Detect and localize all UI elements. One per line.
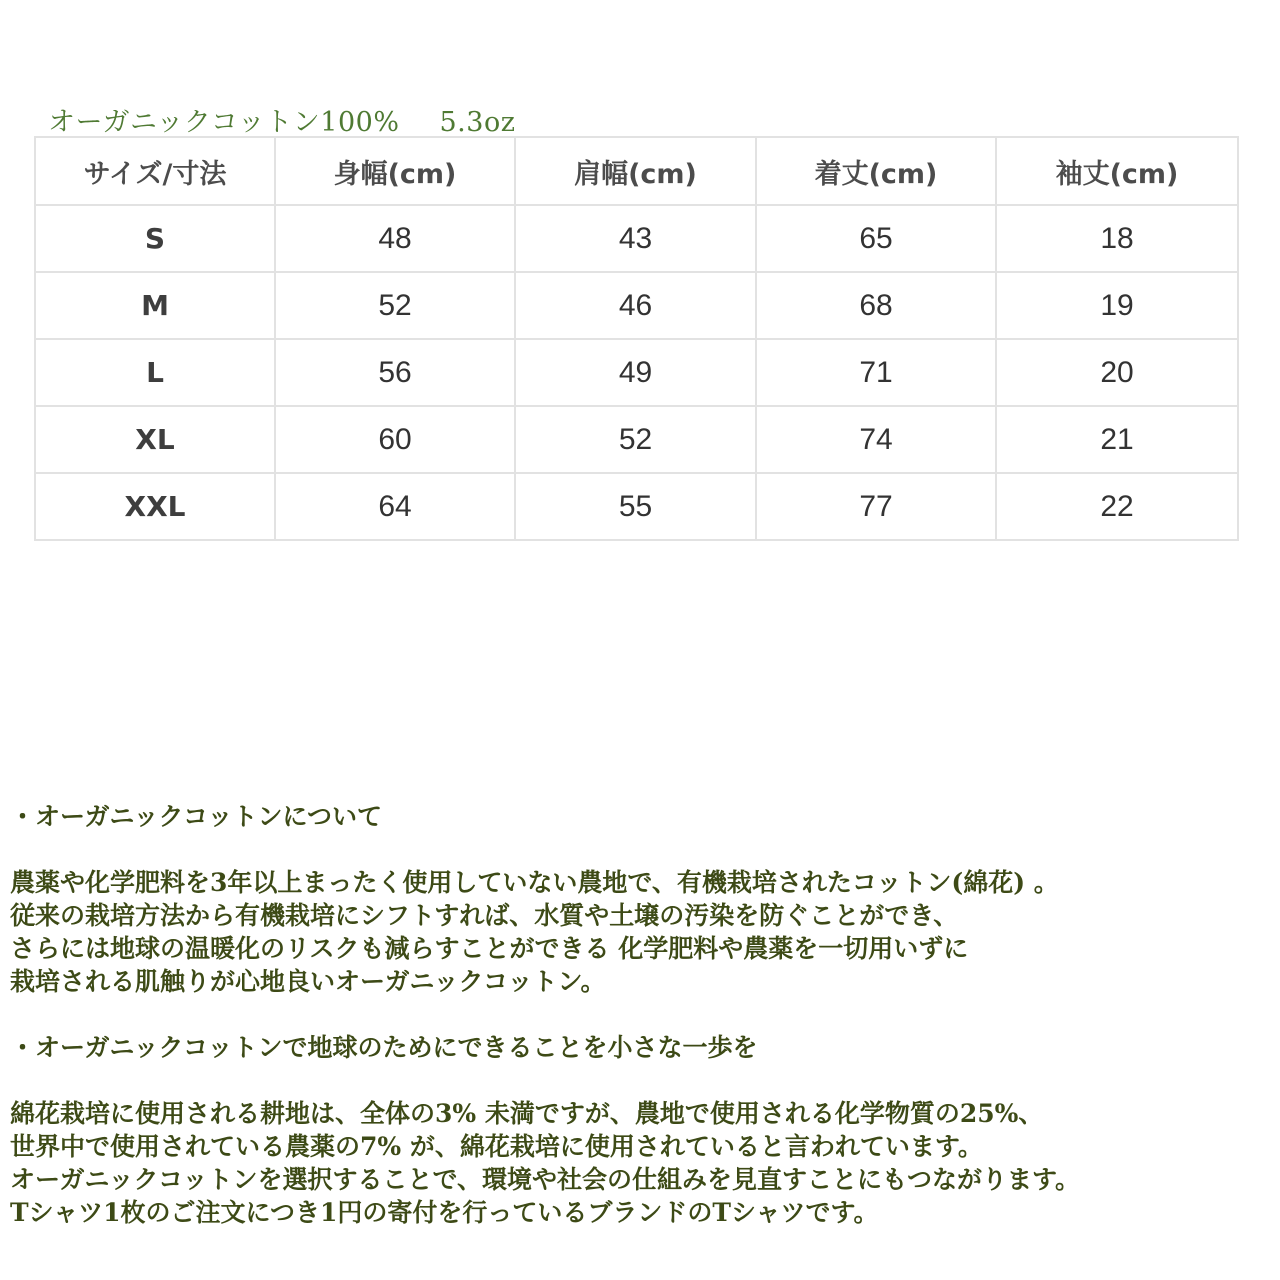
paragraph-line: さらには地球の温暖化のリスクも減らすことができる 化学肥料や農薬を一切用いずに	[10, 934, 969, 963]
size-cell: L	[35, 339, 275, 406]
shoulder-width-cell: 49	[515, 339, 756, 406]
paragraph-line: 農薬や化学肥料を3年以上まったく使用していない農地で、有機栽培されたコットン(綿花) 。	[10, 868, 1059, 897]
sleeve-length-cell: 22	[996, 473, 1238, 540]
length-cell: 68	[756, 272, 996, 339]
shoulder-width-cell: 43	[515, 205, 756, 272]
weight-label: 5.3oz	[439, 107, 516, 138]
size-cell: S	[35, 205, 275, 272]
sleeve-length-cell: 19	[996, 272, 1238, 339]
paragraph-line: 従来の栽培方法から有機栽培にシフトすれば、水質や土壌の汚染を防ぐことができ、	[10, 901, 959, 930]
table-row	[35, 205, 1238, 272]
size-chart-table	[34, 136, 1239, 541]
paragraph-line: 栽培される肌触りが心地良いオーガニックコットン。	[10, 967, 606, 996]
body-width-cell: 60	[275, 406, 515, 473]
body-width-cell: 48	[275, 205, 515, 272]
length-cell: 65	[756, 205, 996, 272]
shoulder-width-cell: 52	[515, 406, 756, 473]
size-cell: XL	[35, 406, 275, 473]
header-sleeve-length: 袖丈(cm)	[996, 137, 1238, 205]
shoulder-width-cell: 46	[515, 272, 756, 339]
header-size: サイズ/寸法	[35, 137, 275, 205]
sleeve-length-cell: 20	[996, 339, 1238, 406]
table-row	[35, 339, 1238, 406]
body-width-cell: 52	[275, 272, 515, 339]
material-label: オーガニックコットン100%	[48, 107, 400, 138]
header-length: 着丈(cm)	[756, 137, 996, 205]
product-subtitle	[48, 100, 515, 139]
length-cell: 77	[756, 473, 996, 540]
paragraph-line: オーガニックコットンを選択することで、環境や社会の仕組みを見直すことにもつながります。	[10, 1165, 1081, 1194]
sleeve-length-cell: 18	[996, 205, 1238, 272]
section-heading-about-organic-cotton: ・オーガニックコットンについて	[10, 802, 383, 831]
paragraph-line: 綿花栽培に使用される耕地は、全体の3% 未満ですが、農地で使用される化学物質の25%、	[10, 1099, 1044, 1128]
description-block	[10, 800, 1276, 1229]
sleeve-length-cell: 21	[996, 406, 1238, 473]
body-width-cell: 64	[275, 473, 515, 540]
size-cell: M	[35, 272, 275, 339]
length-cell: 74	[756, 406, 996, 473]
table-row	[35, 406, 1238, 473]
header-shoulder-width: 肩幅(cm)	[515, 137, 756, 205]
header-body-width: 身幅(cm)	[275, 137, 515, 205]
length-cell: 71	[756, 339, 996, 406]
table-row	[35, 473, 1238, 540]
body-width-cell: 56	[275, 339, 515, 406]
size-cell: XXL	[35, 473, 275, 540]
table-row	[35, 272, 1238, 339]
paragraph-line: 世界中で使用されている農薬の7% が、綿花栽培に使用されていると言われています。	[10, 1132, 983, 1161]
section-heading-small-step: ・オーガニックコットンで地球のためにできることを小さな一歩を	[10, 1033, 758, 1062]
paragraph-line: Tシャツ1枚のご注文につき1円の寄付を行っているブランドのTシャツです。	[10, 1198, 879, 1227]
shoulder-width-cell: 55	[515, 473, 756, 540]
table-header-row	[35, 137, 1238, 205]
